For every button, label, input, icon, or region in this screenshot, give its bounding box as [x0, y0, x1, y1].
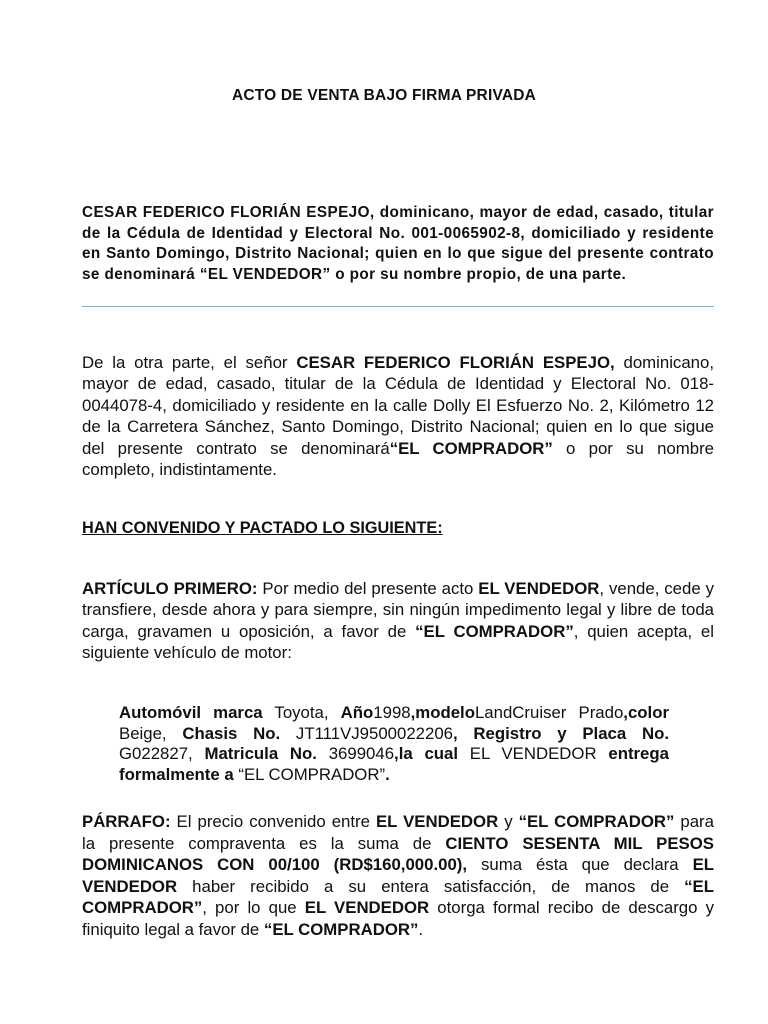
seller-paragraph [82, 203, 714, 285]
vehicle-color-label: ,color [623, 703, 669, 722]
seller-name: CESAR FEDERICO FLORIÁN ESPEJO, [82, 204, 375, 221]
buyer-intro: De la otra parte, el señor [82, 353, 297, 372]
vehicle-matricula: 3699046 [316, 744, 395, 764]
vehicle-delivery-text: EL VENDEDOR [458, 744, 609, 764]
vehicle-model: LandCruiser Prado [474, 703, 624, 722]
article-one [82, 578, 714, 664]
document-title: ACTO DE VENTA BAJO FIRMA PRIVADA [231, 87, 537, 104]
agreement-heading: HAN CONVENIDO Y PACTADO LO SIGUIENTE: [82, 519, 443, 537]
price-seller: EL VENDEDOR [375, 812, 499, 831]
vehicle-type-label: Automóvil marca [119, 703, 263, 722]
article-one-text-2: , vende, cede y transfiere, desde ahora y para siempre, sin ningún impedimento legal y libre de toda carga, gravamen u oposición, a favor de [82, 579, 714, 641]
price-text-5: haber recibido a su entera satisfacción, de manos de [177, 876, 685, 896]
seller-closing: o por su nombre propio, de una parte. [330, 265, 627, 283]
vehicle-matricula-label: Matricula No. [204, 744, 317, 764]
vehicle-year-label: Año [340, 703, 374, 722]
price-seller-2: EL VENDEDOR [82, 855, 715, 896]
price-label: PÁRRAFO: [82, 812, 171, 831]
buyer-closing: o por su nombre completo, indistintamente. [82, 438, 714, 480]
vehicle-delivery-to: “EL COMPRADOR” [233, 764, 386, 784]
price-buyer-2: “EL COMPRADOR” [82, 876, 714, 918]
price-text-3: para la presente compraventa es la suma de [82, 812, 714, 853]
buyer-details: dominicano, mayor de edad, casado, titular de la Cédula de Identidad y Electoral No. 018-0044078-4, domiciliado y residente en la calle Dolly El Esfuerzo No. 2, Kilómetro 12 de la Carretera Sánchez, Santo Domingo, Distrito Nacional; quien en lo que sigue del presente contrato se denominará [82, 353, 714, 458]
price-text-1: El precio convenido entre [170, 812, 376, 831]
price-buyer: “EL COMPRADOR” [518, 812, 675, 831]
price-buyer-3: “EL COMPRADOR” [263, 919, 419, 939]
buyer-name: CESAR FEDERICO FLORIÁN ESPEJO, [296, 353, 615, 372]
article-one-buyer: “EL COMPRADOR” [415, 621, 574, 641]
vehicle-end: . [385, 764, 390, 784]
vehicle-delivery-bold: entrega formalmente a [119, 744, 669, 784]
buyer-role: “EL COMPRADOR” [389, 438, 553, 458]
vehicle-registry-label: , Registro y Placa No. [453, 723, 669, 743]
article-one-text-3: , quien acepta, el siguiente vehículo de motor: [82, 621, 714, 663]
article-one-label: ARTÍCULO PRIMERO: [82, 579, 258, 598]
price-paragraph [82, 811, 714, 941]
price-text-4: suma ésta que declara [467, 855, 693, 875]
vehicle-year: 1998 [373, 703, 411, 722]
section-divider [82, 306, 714, 307]
vehicle-description [119, 703, 669, 785]
vehicle-chassis: JT111VJ9500022206 [280, 723, 453, 743]
article-one-seller: EL VENDEDOR [478, 579, 600, 598]
vehicle-model-label: ,modelo [410, 703, 475, 722]
vehicle-plate: G022827, [119, 744, 205, 764]
vehicle-chassis-label: Chasis No. [182, 723, 281, 743]
price-seller-3: EL VENDEDOR [304, 898, 430, 918]
seller-details: dominicano, mayor de edad, casado, titular de la Cédula de Identidad y Electoral No. 001-0065902-8, domiciliado y residente en Santo Domingo, Distrito Nacional; quien en lo que sigue del presente contrato se denominará “ [82, 204, 714, 283]
seller-role: EL VENDEDOR” [207, 265, 331, 283]
price-amount: CIENTO SESENTA MIL PESOS DOMINICANOS CON 00/100 (RD$160,000.00), [82, 833, 714, 875]
price-text-7: otorga formal recibo de descargo y finiquito legal a favor de [82, 898, 714, 939]
vehicle-brand: Toyota, [262, 703, 341, 722]
vehicle-delivery-label: ,la cual [394, 744, 459, 764]
vehicle-color: Beige, [119, 723, 183, 743]
price-text-2: y [498, 812, 519, 831]
article-one-text-1: Por medio del presente acto [257, 579, 479, 598]
buyer-paragraph [82, 352, 714, 480]
price-text-6: , por lo que [202, 898, 305, 918]
price-text-8: . [418, 919, 424, 939]
